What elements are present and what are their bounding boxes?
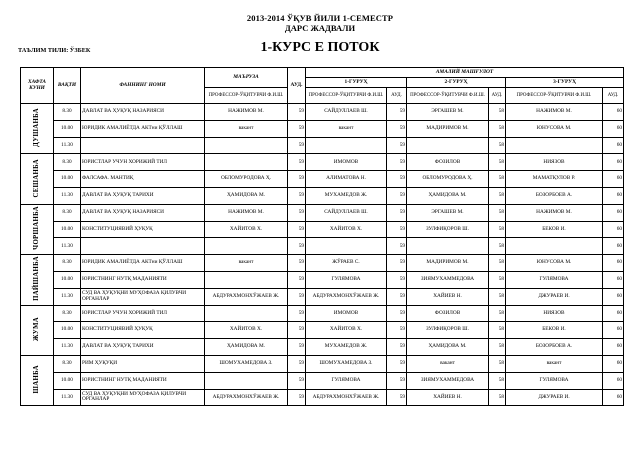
group1-teacher-cell: ГУЛЯМОВА: [306, 271, 387, 288]
col-lecture-teacher: ПРОФЕССОР-ЎҚИТУВЧИ Ф.И.Ш.: [205, 88, 288, 104]
group3-teacher-cell: [506, 137, 603, 154]
group2-teacher-cell: МАДИРИМОВ М.: [407, 255, 489, 272]
schedule-row: [21, 204, 624, 221]
lecture-teacher-cell: [205, 271, 288, 288]
day-cell: [21, 204, 54, 254]
lecture-aud-cell: 59: [288, 204, 306, 221]
group3-aud-cell: 60: [603, 154, 624, 171]
lecture-teacher-cell: [205, 137, 288, 154]
day-name: СЕШАНБА: [33, 158, 41, 198]
lecture-aud-cell: 59: [288, 305, 306, 322]
group2-aud-cell: 58: [489, 339, 506, 356]
group1-teacher-cell: ХАЙИТОВ Х.: [306, 322, 387, 339]
group3-teacher-cell: НИЯЗОВ: [506, 305, 603, 322]
language-label: ТАЪЛИМ ТИЛИ: ЎЗБЕК: [18, 47, 91, 54]
group3-teacher-cell: БОЗОРБОЕВ А.: [506, 339, 603, 356]
col-group2-aud: АУД.: [489, 88, 506, 104]
group2-teacher-cell: ҲАМИДОВА М.: [407, 187, 489, 204]
group1-aud-cell: 59: [387, 389, 407, 406]
group3-aud-cell: 60: [603, 221, 624, 238]
schedule-row: [21, 137, 624, 154]
group3-aud-cell: 60: [603, 120, 624, 137]
group2-teacher-cell: ЗИЯМУХАММЕДОВА: [407, 271, 489, 288]
lecture-aud-cell: 59: [288, 271, 306, 288]
day-name: ШАНБА: [33, 365, 41, 394]
schedule-title: ДАРС ЖАДВАЛИ: [284, 23, 356, 33]
group1-teacher-cell: МУХАМЕДОВ Ж.: [306, 339, 387, 356]
group2-aud-cell: 58: [489, 187, 506, 204]
col-practical: АМАЛИЙ МАШҒУЛОТ: [306, 68, 624, 78]
group3-teacher-cell: вакант: [506, 355, 603, 372]
lecture-teacher-cell: [205, 372, 288, 389]
lecture-teacher-cell: НАЖИМОВ М.: [205, 204, 288, 221]
schedule-table: [20, 67, 624, 406]
group2-aud-cell: 58: [489, 238, 506, 255]
time-cell: 11.30: [54, 238, 81, 255]
schedule-row: [21, 372, 624, 389]
potok-title: 1-КУРС Е ПОТОК: [260, 40, 380, 55]
group1-teacher-cell: ХАЙИТОВ Х.: [306, 221, 387, 238]
group2-teacher-cell: ЗУЛФИҚОРОВ Ш.: [407, 322, 489, 339]
col-day: ХАФТА КУНИ: [21, 68, 54, 104]
group1-aud-cell: 59: [387, 221, 407, 238]
group2-aud-cell: 58: [489, 204, 506, 221]
group3-aud-cell: 60: [603, 104, 624, 121]
day-name: ДУШАНБА: [33, 108, 41, 147]
time-cell: 10.00: [54, 221, 81, 238]
lecture-teacher-cell: АБДУРАХМОНХЎЖАЕВ Ж.: [205, 288, 288, 305]
lecture-teacher-cell: ҲАМИДОВА М.: [205, 187, 288, 204]
schedule-row: [21, 221, 624, 238]
group3-aud-cell: 60: [603, 271, 624, 288]
time-cell: 10.00: [54, 271, 81, 288]
group2-teacher-cell: ХАЙИЕВ Н.: [407, 389, 489, 406]
time-cell: 8.30: [54, 154, 81, 171]
lecture-aud-cell: 59: [288, 221, 306, 238]
schedule-row: [21, 104, 624, 121]
group1-aud-cell: 59: [387, 238, 407, 255]
time-cell: 8.30: [54, 305, 81, 322]
group2-aud-cell: 58: [489, 322, 506, 339]
lecture-teacher-cell: [205, 154, 288, 171]
subject-cell: ДАВЛАТ ВА ҲУҚУҚ ТАРИХИ: [81, 339, 205, 356]
group2-aud-cell: 58: [489, 271, 506, 288]
lecture-teacher-cell: НАЖИМОВ М.: [205, 104, 288, 121]
group2-aud-cell: 58: [489, 305, 506, 322]
col-lecture: МАЪРУЗА: [205, 68, 288, 88]
group1-aud-cell: 59: [387, 104, 407, 121]
group2-aud-cell: 58: [489, 154, 506, 171]
subject-cell: РИМ ҲУҚУҚИ: [81, 355, 205, 372]
group3-teacher-cell: ЮНУСОВА М.: [506, 255, 603, 272]
group2-aud-cell: 58: [489, 137, 506, 154]
time-cell: 8.30: [54, 204, 81, 221]
schedule-row: [21, 171, 624, 188]
group1-teacher-cell: МУХАМЕДОВ Ж.: [306, 187, 387, 204]
col-group3-aud: АУД.: [603, 88, 624, 104]
time-cell: 11.30: [54, 389, 81, 406]
group2-teacher-cell: ЭРГАШЕВ М.: [407, 104, 489, 121]
group3-teacher-cell: НАЖИМОВ М.: [506, 204, 603, 221]
group1-aud-cell: 59: [387, 305, 407, 322]
group1-teacher-cell: САЙДУЛЛАЕВ Ш.: [306, 204, 387, 221]
group2-aud-cell: 58: [489, 255, 506, 272]
subject-cell: ДАВЛАТ ВА ҲУҚУҚ ТАРИХИ: [81, 187, 205, 204]
group3-aud-cell: 60: [603, 288, 624, 305]
day-name: ПАЙШАНБА: [33, 256, 41, 302]
group2-teacher-cell: ФОЗИЛОВ: [407, 154, 489, 171]
lecture-aud-cell: 59: [288, 389, 306, 406]
lecture-teacher-cell: ҲАМИДОВА М.: [205, 339, 288, 356]
group2-aud-cell: 58: [489, 171, 506, 188]
lecture-teacher-cell: вакант: [205, 120, 288, 137]
subject-cell: ДАВЛАТ ВА ҲУҚУҚ НАЗАРИЯСИ: [81, 104, 205, 121]
col-time: ВАҚТИ: [54, 68, 81, 104]
group2-teacher-cell: ОБЛОМУРОДОВА Ҳ.: [407, 171, 489, 188]
day-cell: [21, 355, 54, 405]
lecture-aud-cell: 59: [288, 120, 306, 137]
lecture-aud-cell: 59: [288, 104, 306, 121]
col-group1: 1-ГУРУҲ: [306, 78, 407, 88]
group3-aud-cell: 60: [603, 171, 624, 188]
group1-teacher-cell: САЙДУЛЛАЕВ Ш.: [306, 104, 387, 121]
group2-teacher-cell: вакант: [407, 355, 489, 372]
group3-aud-cell: 60: [603, 238, 624, 255]
lecture-teacher-cell: ХАЙИТОВ Х.: [205, 221, 288, 238]
group1-aud-cell: 59: [387, 171, 407, 188]
schedule-row: [21, 322, 624, 339]
group3-aud-cell: 60: [603, 322, 624, 339]
group2-teacher-cell: ҲАМИДОВА М.: [407, 339, 489, 356]
lecture-aud-cell: 59: [288, 288, 306, 305]
subject-cell: ЮРИСТНИНГ НУТҚ МАДАНИЯТИ: [81, 271, 205, 288]
group1-teacher-cell: ИМОМОВ: [306, 154, 387, 171]
group1-teacher-cell: [306, 238, 387, 255]
group1-aud-cell: 59: [387, 154, 407, 171]
schedule-row: [21, 271, 624, 288]
time-cell: 8.30: [54, 355, 81, 372]
lecture-aud-cell: 59: [288, 255, 306, 272]
day-name: ЖУМА: [33, 316, 41, 342]
col-group3-teacher: ПРОФЕССОР-ЎҚИТУВЧИ Ф.И.Ш.: [506, 88, 603, 104]
subject-cell: КОНСТИТУЦИЯВИЙ ҲУҚУҚ: [81, 221, 205, 238]
group3-teacher-cell: БЕКОВ И.: [506, 322, 603, 339]
col-group1-teacher: ПРОФЕССОР-ЎҚИТУВЧИ Ф.И.Ш.: [306, 88, 387, 104]
group3-teacher-cell: ГУЛЯМОВА: [506, 271, 603, 288]
lecture-aud-cell: 59: [288, 171, 306, 188]
group1-teacher-cell: ИМОМОВ: [306, 305, 387, 322]
group3-aud-cell: 60: [603, 204, 624, 221]
time-cell: 10.00: [54, 372, 81, 389]
group1-teacher-cell: АЛИМАТОВА Н.: [306, 171, 387, 188]
schedule-row: [21, 154, 624, 171]
group1-teacher-cell: вакант: [306, 120, 387, 137]
group3-aud-cell: 60: [603, 305, 624, 322]
group3-aud-cell: 60: [603, 339, 624, 356]
group3-teacher-cell: ДЖУРАЕВ И.: [506, 288, 603, 305]
group3-teacher-cell: ДЖУРАЕВ И.: [506, 389, 603, 406]
group2-aud-cell: 58: [489, 288, 506, 305]
lecture-teacher-cell: [205, 238, 288, 255]
group2-aud-cell: 58: [489, 355, 506, 372]
group1-aud-cell: 59: [387, 255, 407, 272]
schedule-row: [21, 355, 624, 372]
subject-cell: ДАВЛАТ ВА ҲУҚУҚ НАЗАРИЯСИ: [81, 204, 205, 221]
group1-aud-cell: 59: [387, 322, 407, 339]
group1-teacher-cell: АБДУРАХМОНХЎЖАЕВ Ж.: [306, 389, 387, 406]
group1-aud-cell: 59: [387, 137, 407, 154]
day-name: ЧОРШАНБА: [33, 206, 41, 251]
subject-cell: СУД ВА ҲУҚУҚНИ МУҲОФАЗА ҚИЛУВЧИ ОРГАНЛАР: [81, 389, 205, 406]
group1-aud-cell: 59: [387, 288, 407, 305]
group1-teacher-cell: [306, 137, 387, 154]
time-cell: 11.30: [54, 339, 81, 356]
group3-teacher-cell: БОЗОРБОЕВ А.: [506, 187, 603, 204]
schedule-row: [21, 187, 624, 204]
group3-aud-cell: 60: [603, 255, 624, 272]
schedule-row: [21, 288, 624, 305]
time-cell: 11.30: [54, 288, 81, 305]
subject-cell: ЮРИДИК АМАЛИЁТДА АКТни ҚЎЛЛАШ: [81, 120, 205, 137]
group3-teacher-cell: МАМАТҚУЛОВ Р.: [506, 171, 603, 188]
subject-cell: ЮРИСТЛАР УЧУН ХОРИЖИЙ ТИЛ: [81, 154, 205, 171]
day-cell: [21, 104, 54, 154]
time-cell: 11.30: [54, 187, 81, 204]
subject-cell: ЮРИСТЛАР УЧУН ХОРИЖИЙ ТИЛ: [81, 305, 205, 322]
group1-aud-cell: 59: [387, 271, 407, 288]
lecture-teacher-cell: ХАЙИТОВ Х.: [205, 322, 288, 339]
group1-aud-cell: 59: [387, 187, 407, 204]
schedule-row: [21, 305, 624, 322]
lecture-aud-cell: 59: [288, 154, 306, 171]
col-group3: 3-ГУРУҲ: [506, 78, 624, 88]
group2-teacher-cell: ЗУЛФИҚОРОВ Ш.: [407, 221, 489, 238]
group3-aud-cell: 60: [603, 372, 624, 389]
group2-aud-cell: 58: [489, 120, 506, 137]
group1-teacher-cell: ЖЎРАЕВ С.: [306, 255, 387, 272]
time-cell: 10.00: [54, 322, 81, 339]
time-cell: 8.30: [54, 255, 81, 272]
group2-teacher-cell: МАДИРИМОВ М.: [407, 120, 489, 137]
subject-cell: ЮРИДИК АМАЛИЁТДА АКТни ҚЎЛЛАШ: [81, 255, 205, 272]
group3-teacher-cell: БЕКОВ И.: [506, 221, 603, 238]
group1-aud-cell: 59: [387, 204, 407, 221]
group2-teacher-cell: ЭРГАШЕВ М.: [407, 204, 489, 221]
day-cell: [21, 154, 54, 204]
time-cell: 10.00: [54, 171, 81, 188]
col-subject: ФАННИНГ НОМИ: [81, 68, 205, 104]
schedule-row: [21, 255, 624, 272]
lecture-aud-cell: 59: [288, 187, 306, 204]
day-cell: [21, 305, 54, 355]
group3-aud-cell: 60: [603, 389, 624, 406]
group1-teacher-cell: ШОМУХАМЕДОВА З.: [306, 355, 387, 372]
lecture-aud-cell: 59: [288, 238, 306, 255]
group1-aud-cell: 59: [387, 339, 407, 356]
time-cell: 8.30: [54, 104, 81, 121]
group1-aud-cell: 59: [387, 120, 407, 137]
lecture-teacher-cell: [205, 305, 288, 322]
subject-cell: СУД ВА ҲУҚУҚНИ МУҲОФАЗА ҚИЛУВЧИ ОРГАНЛАР: [81, 288, 205, 305]
lecture-aud-cell: 59: [288, 137, 306, 154]
day-cell: [21, 255, 54, 305]
col-group2: 2-ГУРУҲ: [407, 78, 506, 88]
group2-teacher-cell: ХАЙИЕВ Н.: [407, 288, 489, 305]
subject-cell: [81, 137, 205, 154]
group3-teacher-cell: [506, 238, 603, 255]
schedule-row: [21, 120, 624, 137]
lecture-teacher-cell: ОБЛОМУРОДОВА Ҳ.: [205, 171, 288, 188]
lecture-aud-cell: 59: [288, 322, 306, 339]
group3-aud-cell: 60: [603, 187, 624, 204]
lecture-teacher-cell: ШОМУХАМЕДОВА З.: [205, 355, 288, 372]
col-group1-aud: АУД.: [387, 88, 407, 104]
group1-aud-cell: 59: [387, 355, 407, 372]
group2-teacher-cell: [407, 238, 489, 255]
schedule-row: [21, 238, 624, 255]
schedule-row: [21, 389, 624, 406]
subject-cell: ФАЛСАФА. МАНТИҚ: [81, 171, 205, 188]
group2-aud-cell: 58: [489, 104, 506, 121]
group2-aud-cell: 58: [489, 372, 506, 389]
group2-aud-cell: 58: [489, 221, 506, 238]
col-group2-teacher: ПРОФЕССОР-ЎҚИТУВЧИ Ф.И.Ш.: [407, 88, 489, 104]
lecture-aud-cell: 59: [288, 339, 306, 356]
group3-teacher-cell: ЮНУСОВА М.: [506, 120, 603, 137]
lecture-aud-cell: 59: [288, 372, 306, 389]
group1-teacher-cell: ГУЛЯМОВА: [306, 372, 387, 389]
group2-teacher-cell: [407, 137, 489, 154]
group3-teacher-cell: НАЖИМОВ М.: [506, 104, 603, 121]
time-cell: 10.00: [54, 120, 81, 137]
group3-aud-cell: 60: [603, 137, 624, 154]
subject-cell: [81, 238, 205, 255]
semester-title: 2013-2014 ЎҚУВ ЙИЛИ 1-СЕМЕСТР: [246, 13, 394, 23]
group2-teacher-cell: ФОЗИЛОВ: [407, 305, 489, 322]
subject-cell: КОНСТИТУЦИЯВИЙ ҲУҚУҚ: [81, 322, 205, 339]
group3-teacher-cell: ГУЛЯМОВА: [506, 372, 603, 389]
lecture-teacher-cell: АБДУРАХМОНХЎЖАЕВ Ж.: [205, 389, 288, 406]
group2-aud-cell: 58: [489, 389, 506, 406]
time-cell: 11.30: [54, 137, 81, 154]
group2-teacher-cell: ЗИЯМУХАММЕДОВА: [407, 372, 489, 389]
group1-teacher-cell: АБДУРАХМОНХЎЖАЕВ Ж.: [306, 288, 387, 305]
schedule-row: [21, 339, 624, 356]
lecture-teacher-cell: вакант: [205, 255, 288, 272]
lecture-aud-cell: 59: [288, 355, 306, 372]
group3-aud-cell: 60: [603, 355, 624, 372]
subject-cell: ЮРИСТНИНГ НУТҚ МАДАНИЯТИ: [81, 372, 205, 389]
col-lecture-aud: АУД.: [288, 68, 306, 104]
group3-teacher-cell: НИЯЗОВ: [506, 154, 603, 171]
group1-aud-cell: 59: [387, 372, 407, 389]
